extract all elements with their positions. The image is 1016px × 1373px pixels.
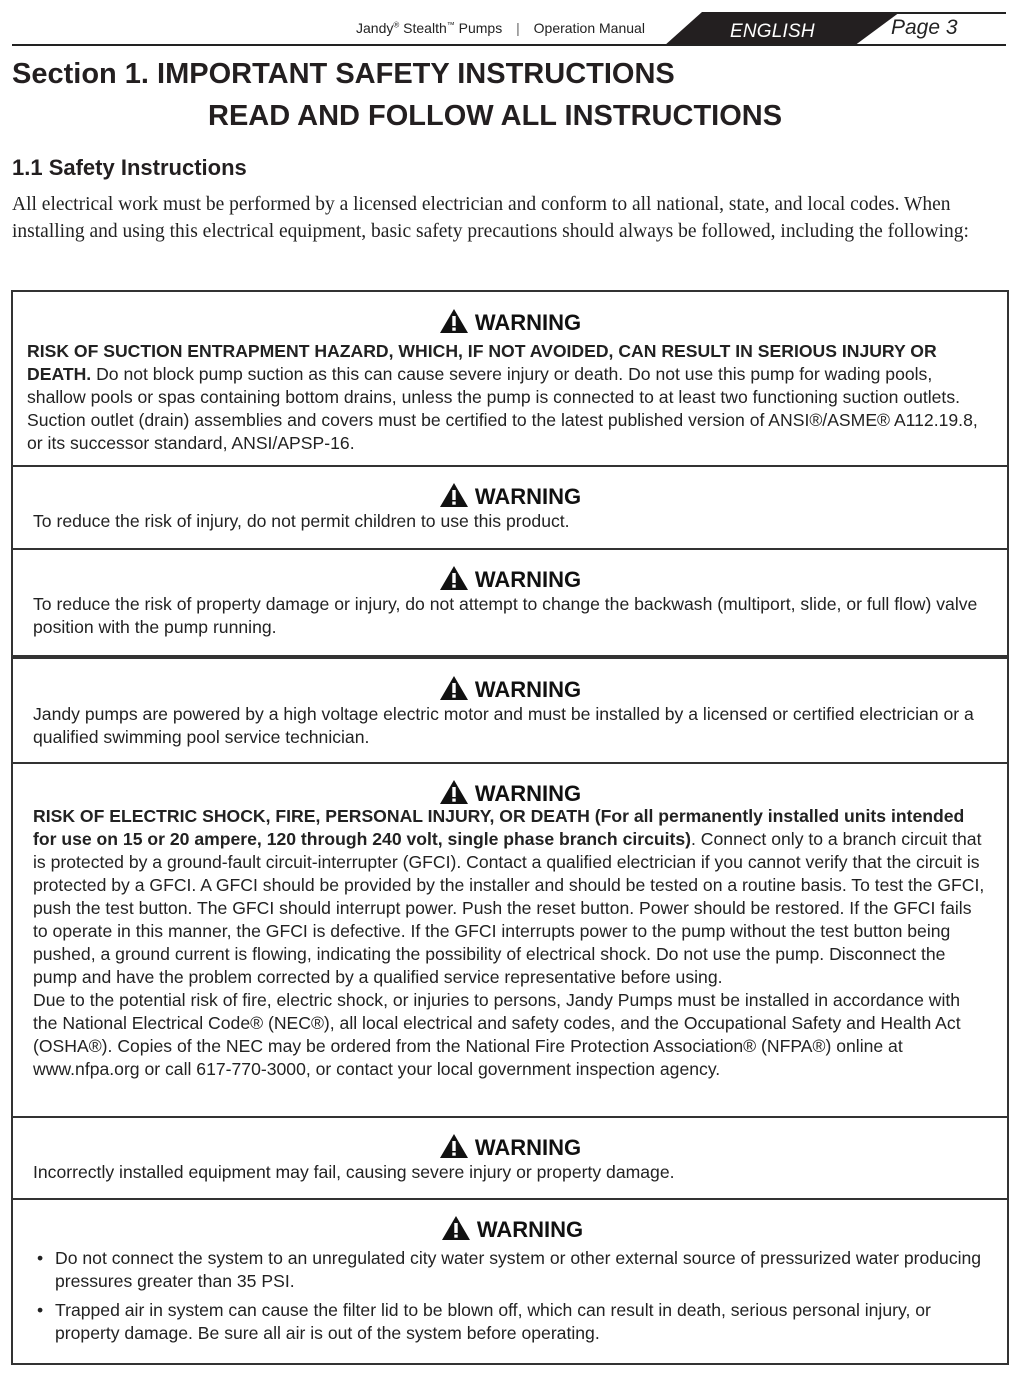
warning-label: WARNING — [474, 1135, 582, 1160]
warning-text: To reduce the risk of property damage or injury, do not attempt to change the backwash (multiport, slide, or full flow) valve position with the pump running. — [33, 594, 978, 637]
brand-name: Jandy — [356, 20, 394, 36]
warning-label: WARNING — [474, 567, 582, 592]
warning-text — [33, 805, 987, 989]
warning-triangle-icon — [439, 675, 469, 701]
warning-text: To reduce the risk of injury, do not permit children to use this product. — [33, 511, 570, 531]
warning-box — [13, 1200, 1007, 1365]
warning-box — [13, 467, 1007, 550]
warning-box — [13, 764, 1007, 1118]
warning-title — [33, 482, 987, 508]
section-title: Section 1. IMPORTANT SAFETY INSTRUCTIONS — [12, 58, 675, 90]
warning-label: WARNING — [476, 1217, 584, 1242]
warning-text: Jandy pumps are powered by a high voltage electric motor and must be installed by a licensed or certified electrician or a qualified swimming pool service technician. — [33, 704, 974, 747]
warning-text: Incorrectly installed equipment may fail, causing severe injury or property damage. — [33, 1162, 675, 1182]
warning-label: WARNING — [474, 677, 582, 702]
warning-bullet-list — [37, 1247, 987, 1345]
language-label: ENGLISH — [730, 21, 815, 42]
warning-bold-text: RISK OF SUCTION ENTRAPMENT HAZARD, WHICH, IF NOT AVOIDED, CAN RESULT IN SERIOUS INJURY OR DEATH. — [27, 341, 937, 384]
list-item: • Do not connect the system to an unregulated city water system or other external source of pressurized water producing pressures greater than 35 PSI. — [37, 1247, 987, 1293]
header-title — [356, 20, 645, 36]
warning-title — [33, 675, 987, 701]
warning-box — [13, 657, 1007, 764]
product-name: Stealth — [403, 20, 447, 36]
list-item: • Trapped air in system can cause the filter lid to be blown off, which can result in death, serious personal injury, or property damage. Be sure all air is out of the system before operating. — [37, 1299, 987, 1345]
intro-paragraph: All electrical work must be performed by a licensed electrician and conform to all national, state, and local codes. When installing and using this electrical equipment, basic safety precautions should always be followed, including the following: — [12, 194, 969, 242]
page-number: Page 3 — [891, 16, 958, 39]
page-header — [0, 0, 1016, 48]
warning-label: WARNING — [474, 484, 582, 509]
warning-bold-text: RISK OF ELECTRIC SHOCK, FIRE, PERSONAL INJURY, OR DEATH (For all permanently installed units intended for use on 15 or 20 ampere, 120 through 240 volt, single phase branch circuits) — [33, 806, 965, 849]
warning-title — [33, 779, 987, 805]
product-mark: ™ — [446, 20, 455, 30]
warning-body: . Connect only to a branch circuit that is protected by a ground-fault circuit-interrupter (GFCI). Contact a qualified electrician if you cannot verify that the circuit is protected by a GFCI. A GFCI should be provided by the installer and should be tested on a routine basis. To test the GFCI, push the test button. The GFCI should interrupt power. Push the reset button. Power should be restored. If the GFCI fails to operate in this manner, the GFCI is defective. If the GFCI interrupts power to the pump without the test button being pushed, a ground current is flowing, indicating the possibility of electrical shock. Do not use the pump. Disconnect the pump and have the problem corrected by a qualified service representative before using. — [33, 829, 985, 987]
warning-box — [13, 1118, 1007, 1200]
warning-title — [33, 565, 987, 591]
warning-label: WARNING — [474, 781, 582, 806]
warning-triangle-icon — [439, 308, 469, 334]
warning-title — [33, 308, 987, 334]
brand-mark: ® — [393, 20, 400, 30]
warnings-container — [11, 290, 1009, 1365]
header-top-rule — [890, 12, 1006, 14]
warning-box — [13, 550, 1007, 657]
header-rule — [12, 44, 1006, 46]
manual-title: Operation Manual — [533, 20, 645, 36]
warning-box — [13, 292, 1007, 467]
warning-label: WARNING — [474, 310, 582, 335]
warning-triangle-icon — [439, 482, 469, 508]
header-separator: | — [516, 20, 520, 36]
warning-triangle-icon — [439, 779, 469, 805]
warning-text — [27, 340, 987, 455]
warning-title — [37, 1215, 987, 1241]
subsection-title: 1.1 Safety Instructions — [12, 155, 247, 180]
warning-triangle-icon — [439, 565, 469, 591]
product-suffix: Pumps — [458, 20, 503, 36]
warning-triangle-icon — [439, 1133, 469, 1159]
warning-text-continued: Due to the potential risk of fire, electric shock, or injuries to persons, Jandy Pumps must be installed in accordance with the National Electrical Code® (NEC®), all local electrical and safety codes, and the Occupational Safety and Health Act (OSHA®). Copies of the NEC may be ordered from the National Fire Protection Association® (NFPA®) online at www.nfpa.org or call 617-770-3000, or contact your local government inspection agency. — [33, 990, 961, 1079]
warning-triangle-icon — [441, 1215, 471, 1241]
section-subtitle: READ AND FOLLOW ALL INSTRUCTIONS — [208, 100, 783, 132]
warning-body: Do not block pump suction as this can cause severe injury or death. Do not use this pump for wading pools, shallow pools or spas containing bottom drains, unless the pump is connected to at least two functioning suction outlets. Suction outlet (drain) assemblies and covers must be certified to the latest published version of ANSI®/ASME® A112.19.8, or its successor standard, ANSI/APSP-16. — [27, 364, 978, 453]
warning-title — [33, 1133, 987, 1159]
